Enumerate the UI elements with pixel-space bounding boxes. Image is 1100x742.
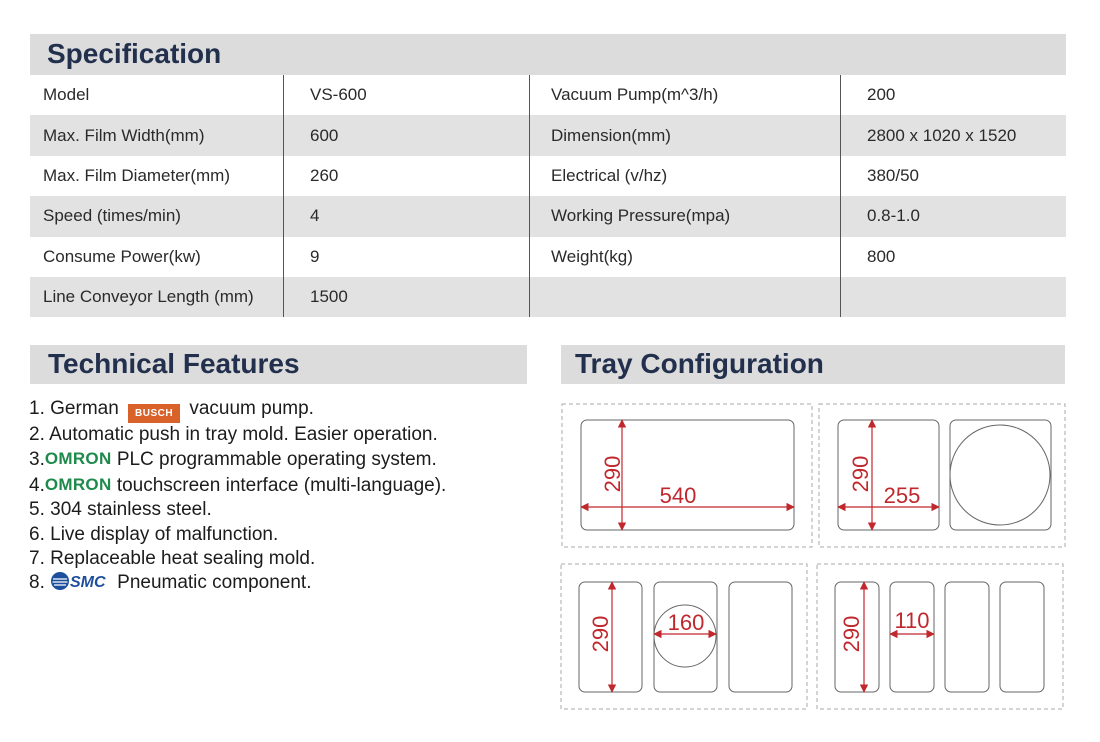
feature-number: 7.: [29, 548, 45, 570]
spec-value: 1500: [284, 277, 530, 317]
spec-value: VS-600: [284, 75, 530, 115]
spec-value: 0.8-1.0: [841, 196, 1067, 236]
spec-label: Dimension(mm): [530, 115, 841, 155]
feature-number: 3.: [29, 449, 45, 471]
spec-label: Weight(kg): [530, 237, 841, 277]
feature-text: 304 stainless steel.: [50, 499, 212, 521]
spec-value: 600: [284, 115, 530, 155]
spec-value: 380/50: [867, 165, 919, 185]
feature-text: Pneumatic component.: [117, 572, 312, 594]
feature-text: German: [50, 398, 119, 419]
dimension-width-label: 160: [667, 610, 705, 635]
spec-label: Line Conveyor Length (mm): [30, 277, 284, 317]
dimension-width-label: 540: [659, 483, 697, 508]
tray-configuration-title: Tray Configuration: [575, 348, 824, 379]
spec-value: 2800 x 1020 x 1520: [841, 115, 1067, 155]
spec-value: 200: [867, 85, 896, 105]
dimension-width-label: 255: [883, 483, 921, 508]
feature-number: 2.: [29, 424, 45, 445]
spec-value: 9: [284, 237, 530, 277]
spec-value: 800: [867, 246, 896, 266]
svg-text:SMC: SMC: [70, 574, 106, 592]
feature-number: 4.: [29, 474, 45, 496]
dimension-width-label: 110: [894, 608, 930, 633]
feature-text: touchscreen interface (multi-language).: [116, 474, 447, 496]
spec-label: Speed (times/min): [30, 196, 284, 236]
specification-title: Specification: [47, 38, 222, 69]
tray-layout-540: [562, 404, 812, 547]
spec-label: Working Pressure(mpa): [530, 196, 841, 236]
feature-text: PLC programmable operating system.: [116, 449, 437, 471]
feature-text: Automatic push in tray mold. Easier operation.: [49, 424, 438, 445]
spec-label: Vacuum Pump(m^3/h): [530, 75, 841, 115]
feature-number: 1.: [29, 398, 45, 419]
spec-label: Electrical (v/hz): [530, 156, 841, 196]
tray-layout-255: [819, 404, 1065, 547]
feature-text: Live display of malfunction.: [50, 523, 279, 545]
tray-layout-160: [561, 564, 807, 709]
spec-label: Max. Film Width(mm): [30, 115, 284, 155]
dimension-height-label: 290: [588, 615, 613, 653]
dimension-height-label: 290: [848, 455, 873, 493]
technical-features-title: Technical Features: [48, 348, 300, 379]
tray-layout-110: [817, 564, 1063, 709]
spec-label: Consume Power(kw): [30, 237, 284, 277]
omron-logo-icon: OMRON: [44, 449, 112, 469]
feature-text: Replaceable heat sealing mold.: [50, 548, 316, 570]
feature-number: 5.: [29, 499, 45, 521]
spec-label: Model: [30, 75, 284, 115]
feature-number: 8.: [29, 572, 45, 594]
busch-logo-icon: BUSCH: [128, 404, 180, 423]
omron-logo-icon: OMRON: [44, 474, 112, 494]
spec-value: 4: [284, 196, 530, 236]
spec-value: 260: [284, 156, 530, 196]
dimension-height-label: 290: [600, 455, 625, 493]
feature-number: 6.: [29, 523, 45, 545]
dimension-height-label: 290: [839, 615, 864, 653]
spec-label: Max. Film Diameter(mm): [30, 156, 284, 196]
feature-text: vacuum pump.: [189, 398, 314, 419]
